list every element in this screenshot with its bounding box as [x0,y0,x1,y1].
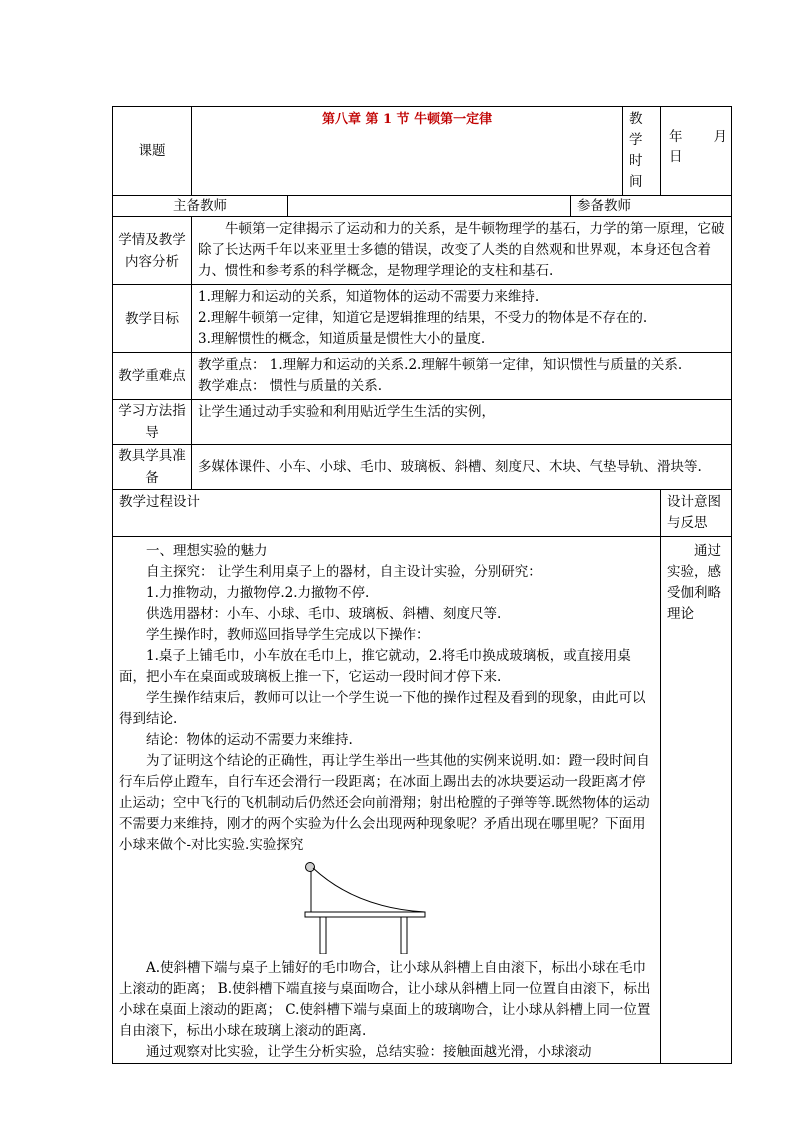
method-text: 让学生通过动手实验和利用贴近学生生活的实例， [192,400,732,445]
date-box [661,107,732,196]
goal-item: 3.理解惯性的概念，知道质量是惯性大小的量度. [198,331,486,347]
goal-label: 教学目标 [113,285,192,353]
intent-note: 通过实验，感受伽利略理论 [661,537,732,1064]
process-paragraph: 学生操作结束后，教师可以让一个学生说一下他的操作过程及看到的现象，由此可以得到结论. [119,690,646,727]
main-teacher-label: 主备教师 [113,196,288,217]
process-header: 教学过程设计 [113,490,661,537]
analysis-text: 牛顿第一定律揭示了运动和力的关系，是牛顿物理学的基石，力学的第一原理，它破除了长达两千年以来亚里士多德的错误，改变了人类的自然观和世界观，本身还包含着力、惯性和参考系的科学概念，是物理学理论的支柱和基石. [192,217,732,285]
goal-item: 1.理解力和运动的关系，知道物体的运动不需要力来维持. [198,289,540,305]
process-paragraph: 通过观察对比实验，让学生分析实验，总结实验：接触面越光滑，小球滚动 [146,1044,592,1060]
process-paragraph: 1.力推物动，力撤物停.2.力撤物不停. [146,585,370,601]
table-top [305,912,425,917]
key-points-cell [192,353,732,400]
process-paragraph: 为了证明这个结论的正确性，再让学生举出一些其他的实例来说明.如：蹬一段时间自行车后停止蹬车，自行车还会滑行一段距离；在冰面上踢出去的冰块要运动一段距离才停止运动；空中飞行的飞机制动后仍然还会向前滑翔；射出枪膛的子弹等等.既然物体的运动不需要力来维持，刚才的两个实验为什么会出现两种现象呢？矛盾出现在哪里呢？下面用小球来做个-对比实验.实验探究 [119,753,650,853]
process-paragraph: 结论：物体的运动不需要力来维持. [146,732,353,748]
process-paragraph: 供选用器材：小车、小球、毛巾、玻璃板、斜槽、刻度尺等. [146,606,502,622]
key-points: 教学重点： 1.理解力和运动的关系.2.理解牛顿第一定律，知识惯性与质量的关系. [198,357,683,373]
section-heading: 一、理想实验的魅力 [146,543,268,559]
process-paragraph: 学生操作时，教师巡回指导学生完成以下操作： [146,627,430,643]
lesson-plan-table [112,106,732,1064]
table-leg-right [401,917,407,954]
year-label: 年 [669,129,683,145]
process-paragraph: 1.桌子上铺毛巾，小车放在毛巾上，推它就动，2.将毛巾换成玻璃板，或直接用桌面，把小车在桌面或玻璃板上推一下，它运动一段时间才停下来. [119,648,631,685]
course-label: 课题 [113,107,192,196]
method-label: 学习方法指导 [113,400,192,445]
table-leg-left [320,917,326,954]
ref-teacher-label: 参备教师 [577,198,631,214]
process-paragraph: 自主探究： 让学生利用桌子上的器材，自主设计实验，分别研究： [146,564,542,580]
goal-list [192,285,732,353]
day-label: 日 [669,149,683,165]
chapter-title: 第八章 第 1 节 牛顿第一定律 [192,107,623,196]
incline-slope [313,868,425,912]
process-body [113,537,661,1064]
ball-shape [306,863,315,872]
process-paragraph: A.使斜槽下端与桌子上铺好的毛巾吻合，让小球从斜槽上自由滚下，标出小球在毛巾上滚动的距离； B.使斜槽下端直接与桌面吻合，让小球从斜槽上同一位置自由滚下，标出小球在桌面上滚动的距离； C.使斜槽下端与桌面上的玻璃吻合，让小球从斜槽上同一位置自由滚下，标出小球在玻璃上滚动的距离. [119,960,651,1039]
main-teacher-value [288,196,571,217]
intent-header: 设计意图与反思 [661,490,732,537]
tools-label: 教具学具准备 [113,445,192,490]
tools-text: 多媒体课件、小车、小球、毛巾、玻璃板、斜槽、刻度尺、木块、气垫导轨、滑块等. [192,445,732,490]
lesson-plan-page [112,106,731,1064]
key-label: 教学重难点 [113,353,192,400]
month-label: 月 [713,129,728,145]
analysis-label: 学情及教学内容分析 [113,217,192,285]
difficulty: 教学难点： 惯性与质量的关系. [198,378,383,394]
ref-teacher-cell [571,196,732,217]
goal-item: 2.理解牛顿第一定律，知道它是逻辑推理的结果，不受力的物体是不存在的. [198,310,648,326]
incline-experiment-diagram [301,860,427,954]
time-label: 教学时间 [623,107,661,196]
